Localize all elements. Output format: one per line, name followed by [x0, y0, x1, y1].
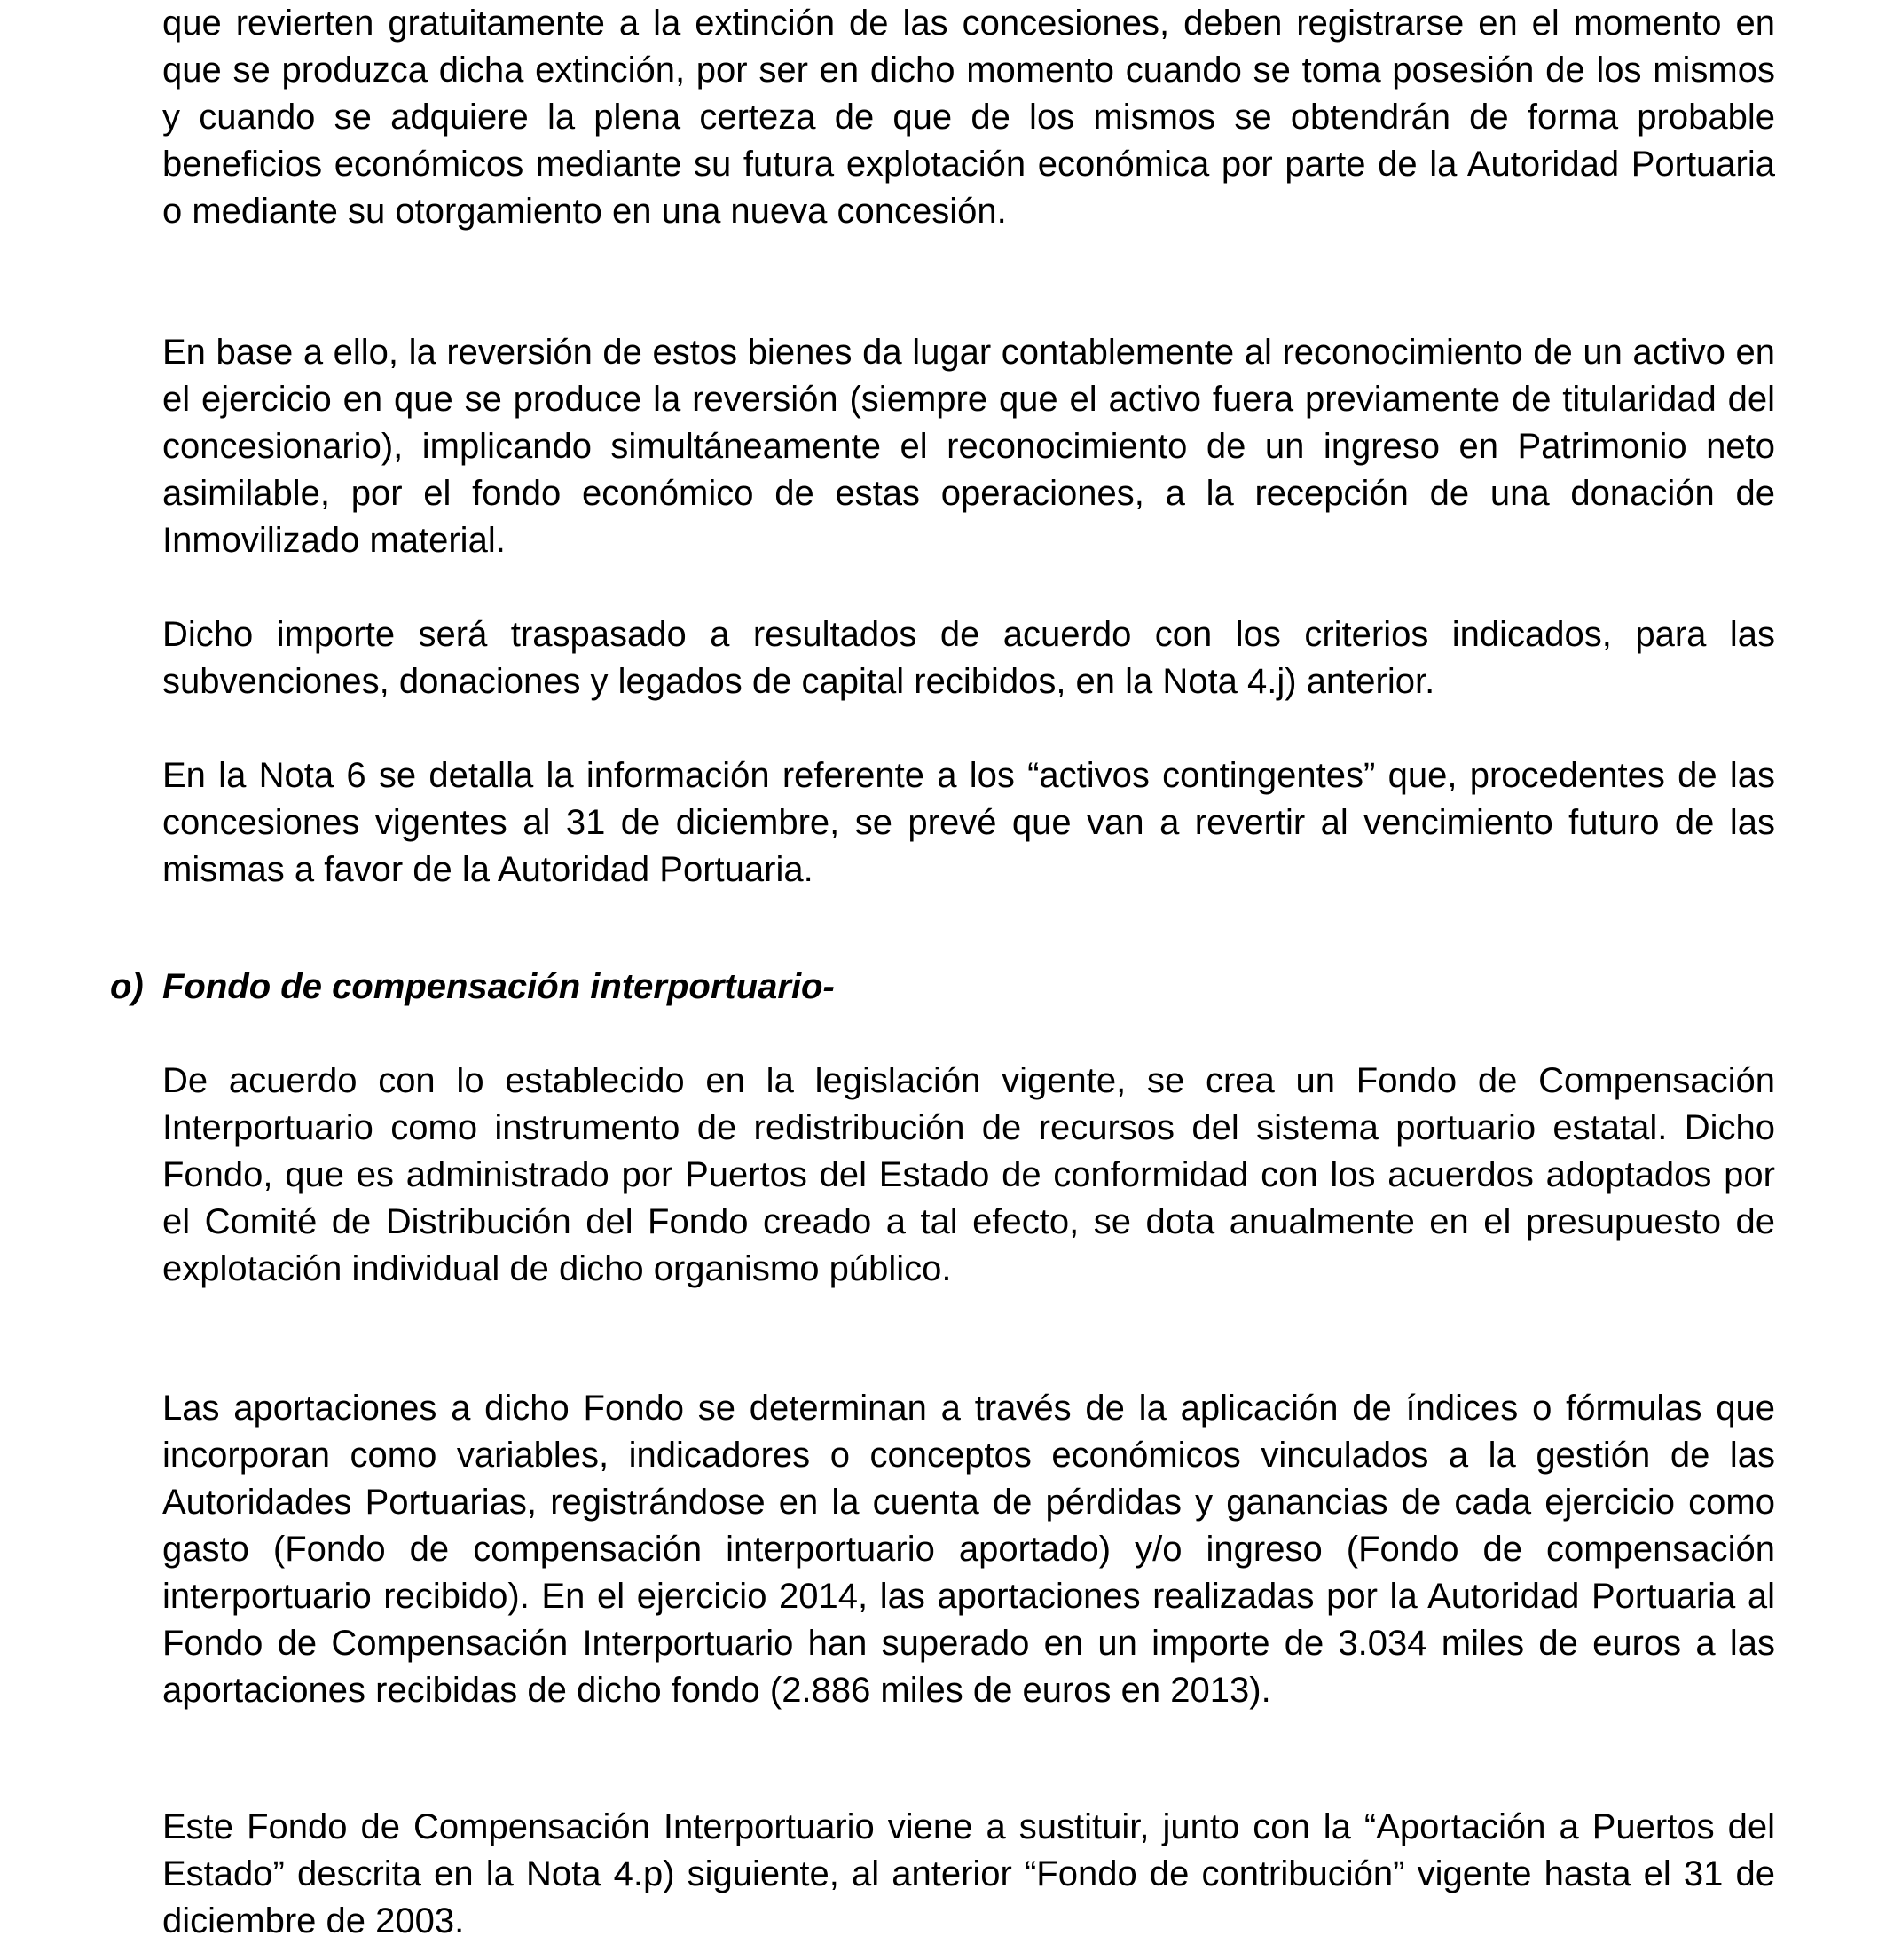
paragraph-fund-contributions: Las aportaciones a dicho Fondo se determinan a través de la aplicación de índices o fórmulas que incorporan como variables, indicadores o conceptos económicos vinculados a la gestión de las Autoridades Portuarias, registrándose en la cuenta de pérdidas y ganancias de cada ejercicio como gasto (Fondo de compensación interportuario aportado) y/o ingreso (Fondo de compensación interportuario recibido). En el ejercicio 2014, las aportaciones realizadas por la Autoridad Portuaria al Fondo de Compensación Interportuario han superado en un importe de 3.034 miles de euros a las aportaciones recibidas de dicho fondo (2.886 miles de euros en 2013). — [162, 1389, 1775, 1710]
section-heading — [110, 964, 835, 1011]
paragraph-fund-definition: De acuerdo con lo establecido en la legislación vigente, se crea un Fondo de Compensación Interportuario como instrumento de redistribución de recursos del sistema portuario estatal. Dicho Fondo, que es administrado por Puertos del Estado de conformidad con los acuerdos adoptados por el Comité de Distribución del Fondo creado a tal efecto, se dota anualmente en el presupuesto de explotación individual de dicho organismo público. — [162, 1061, 1775, 1288]
paragraph-transfer-to-results: Dicho importe será traspasado a resultados de acuerdo con los criterios indicados, para las subvenciones, donaciones y legados de capital recibidos, en la Nota 4.j) anterior. — [162, 615, 1775, 701]
paragraph-asset-recognition: En base a ello, la reversión de estos bienes da lugar contablemente al reconocimiento de un activo en el ejercicio en que se produce la reversión (siempre que el activo fuera previamente de titularidad del concesionario), implicando simultáneamente el reconocimiento de un ingreso en Patrimonio neto asimilable, por el fondo económico de estas operaciones, a la recepción de una donación de Inmovilizado material. — [162, 333, 1775, 560]
paragraph-fund-replacement: Este Fondo de Compensación Interportuario viene a sustituir, junto con la “Aportación a Puertos del Estado” descrita en la Nota 4.p) siguiente, al anterior “Fondo de contribución” vigente hasta el 31 de diciembre de 2003. — [162, 1807, 1775, 1940]
paragraph-contingent-assets: En la Nota 6 se detalla la información referente a los “activos contingentes” que, procedentes de las concesiones vigentes al 31 de diciembre, se prevé que van a revertir al vencimiento futuro de las mismas a favor de la Autoridad Portuaria. — [162, 756, 1775, 889]
section-title: Fondo de compensación interportuario- — [162, 967, 835, 1006]
section-marker: o) — [110, 967, 144, 1006]
paragraph-asset-reversion-timing: que revierten gratuitamente a la extinción de las concesiones, deben registrarse en el momento en que se produzca dicha extinción, por ser en dicho momento cuando se toma posesión de los mismos y cuando se adquiere la plena certeza de que de los mismos se obtendrán de forma probable beneficios económicos mediante su futura explotación económica por parte de la Autoridad Portuaria o mediante su otorgamiento en una nueva concesión. — [162, 4, 1775, 231]
